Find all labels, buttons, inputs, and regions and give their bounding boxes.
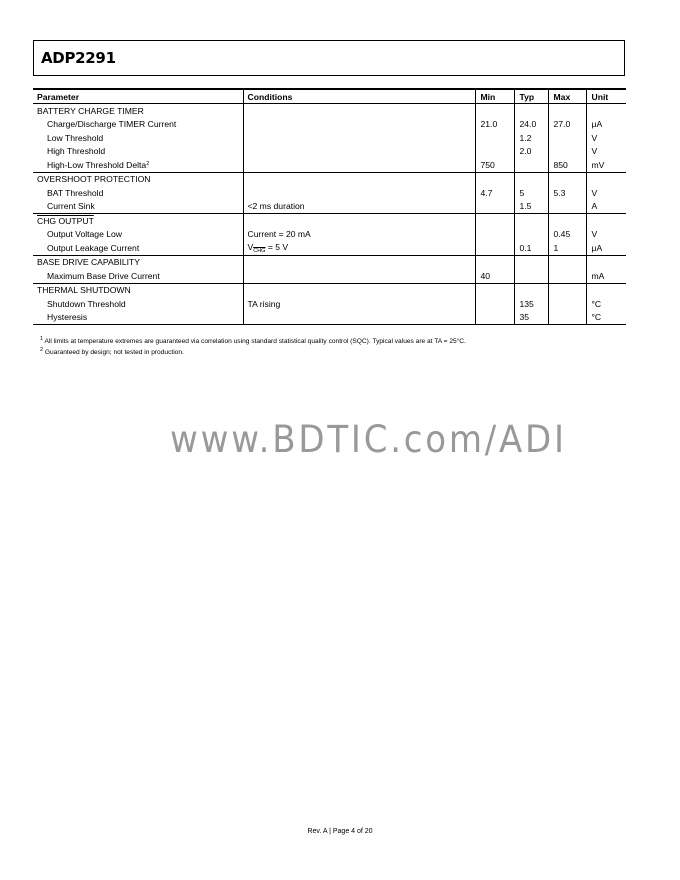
param-text: High-Low Threshold Delta: [47, 159, 147, 170]
table-header-row: [33, 89, 626, 104]
max-cell: 5.3: [548, 186, 586, 200]
footnote-text: All limits at temperature extremes are guaranteed via correlation using standard statistical quality control (SQC). Typical values are at TA = 25°C.: [43, 338, 466, 345]
max-cell: [548, 297, 586, 311]
max-cell: [548, 311, 586, 325]
max-cell: [548, 200, 586, 214]
min-cell: [475, 228, 514, 242]
unit-cell: V: [591, 229, 598, 240]
table-row: [33, 158, 626, 172]
typ-cell: 0.1: [514, 241, 548, 255]
min-cell: [475, 297, 514, 311]
param-cell: BAT Threshold: [33, 186, 243, 200]
typ-cell: 135: [514, 297, 548, 311]
max-cell: [548, 131, 586, 145]
param-cell: Low Threshold: [33, 131, 243, 145]
typ-cell: [514, 228, 548, 242]
param-cell: High Threshold: [33, 145, 243, 159]
max-cell: 0.45: [548, 228, 586, 242]
table-row: [33, 269, 626, 283]
typ-cell: [514, 158, 548, 172]
part-number-title: ADP2291: [41, 49, 116, 67]
spec-table: [33, 88, 626, 325]
group-row: [33, 283, 626, 297]
header-typ: Typ: [514, 89, 548, 104]
group-label: BATTERY CHARGE TIMER: [33, 104, 243, 118]
unit-cell: V: [591, 146, 598, 157]
min-cell: 40: [475, 269, 514, 283]
title-box: [33, 40, 625, 76]
typ-cell: 35: [514, 311, 548, 325]
footnotes: [40, 336, 466, 358]
unit-cell: μA: [591, 119, 603, 130]
cond-cell: [243, 241, 475, 255]
footnote-1: [40, 336, 466, 347]
table-row: [33, 297, 626, 311]
min-cell: [475, 131, 514, 145]
header-max: Max: [548, 89, 586, 104]
min-cell: [475, 311, 514, 325]
header-parameter: Parameter: [33, 89, 243, 104]
cond-cell: Current = 20 mA: [243, 228, 475, 242]
footnote-text: Guaranteed by design; not tested in production.: [43, 349, 184, 356]
group-row: [33, 172, 626, 186]
param-cell: Shutdown Threshold: [33, 297, 243, 311]
max-cell: 850: [548, 158, 586, 172]
table-row: [33, 186, 626, 200]
page-footer: Rev. A | Page 4 of 20: [307, 828, 373, 835]
min-cell: 750: [475, 158, 514, 172]
group-row: [33, 214, 626, 228]
cond-cell: <2 ms duration: [243, 200, 475, 214]
param-cell: Charge/Discharge TIMER Current: [33, 118, 243, 132]
unit-cell: mV: [586, 158, 626, 172]
typ-cell: 24.0: [514, 118, 548, 132]
cond-cell: [243, 131, 475, 145]
group-label: THERMAL SHUTDOWN: [33, 283, 243, 297]
footnote-mark: 1: [40, 336, 44, 342]
unit-cell: °C: [591, 298, 602, 309]
unit-cell: A: [586, 200, 626, 214]
table-row: [33, 311, 626, 325]
cond-cell: [243, 145, 475, 159]
cond-cell: [243, 158, 475, 172]
cond-cell: [243, 186, 475, 200]
table-row: [33, 131, 626, 145]
min-cell: [475, 241, 514, 255]
param-cell: Maximum Base Drive Current: [33, 269, 243, 283]
max-cell: 1: [548, 241, 586, 255]
unit-cell: V: [591, 187, 598, 198]
cond-subscript: CHG: [253, 247, 266, 254]
header-min: Min: [475, 89, 514, 104]
header-unit: Unit: [586, 89, 626, 104]
unit-cell: °C: [586, 311, 626, 325]
group-label-text: CHG OUTPUT: [37, 215, 94, 226]
param-cell: Current Sink: [33, 200, 243, 214]
table-row: [33, 118, 626, 132]
typ-cell: 1.5: [514, 200, 548, 214]
cond-rest: = 5 V: [265, 241, 289, 252]
unit-cell: V: [591, 132, 598, 143]
cond-symbol: V: [247, 241, 254, 252]
footnote-2: [40, 347, 466, 358]
min-cell: 4.7: [475, 186, 514, 200]
group-label: [33, 214, 243, 228]
unit-cell: μA: [586, 241, 626, 255]
min-cell: 21.0: [475, 118, 514, 132]
table-row: [33, 241, 626, 255]
group-row: [33, 255, 626, 269]
min-cell: [475, 145, 514, 159]
max-cell: 27.0: [548, 118, 586, 132]
cond-cell: TA rising: [243, 297, 475, 311]
typ-cell: [514, 269, 548, 283]
cond-cell: [243, 311, 475, 325]
footnote-mark: 2: [40, 347, 44, 353]
group-label: OVERSHOOT PROTECTION: [33, 172, 243, 186]
max-cell: [548, 145, 586, 159]
typ-cell: 2.0: [514, 145, 548, 159]
min-cell: [475, 200, 514, 214]
param-cell: Output Voltage Low: [33, 228, 243, 242]
cond-cell: [243, 118, 475, 132]
param-cell: Hysteresis: [33, 311, 243, 325]
typ-cell: 1.2: [514, 131, 548, 145]
group-row: [33, 104, 626, 118]
max-cell: [548, 269, 586, 283]
footnote-ref: 2: [146, 160, 150, 167]
table-row: [33, 145, 626, 159]
typ-cell: 5: [514, 186, 548, 200]
param-cell: [33, 158, 243, 172]
unit-cell: mA: [586, 269, 626, 283]
table-row: [33, 228, 626, 242]
watermark: www.BDTIC.com/ADI: [170, 418, 567, 461]
param-cell: Output Leakage Current: [33, 241, 243, 255]
header-conditions: Conditions: [243, 89, 475, 104]
table-row: [33, 200, 626, 214]
group-label: BASE DRIVE CAPABILITY: [33, 255, 243, 269]
cond-cell: [243, 269, 475, 283]
